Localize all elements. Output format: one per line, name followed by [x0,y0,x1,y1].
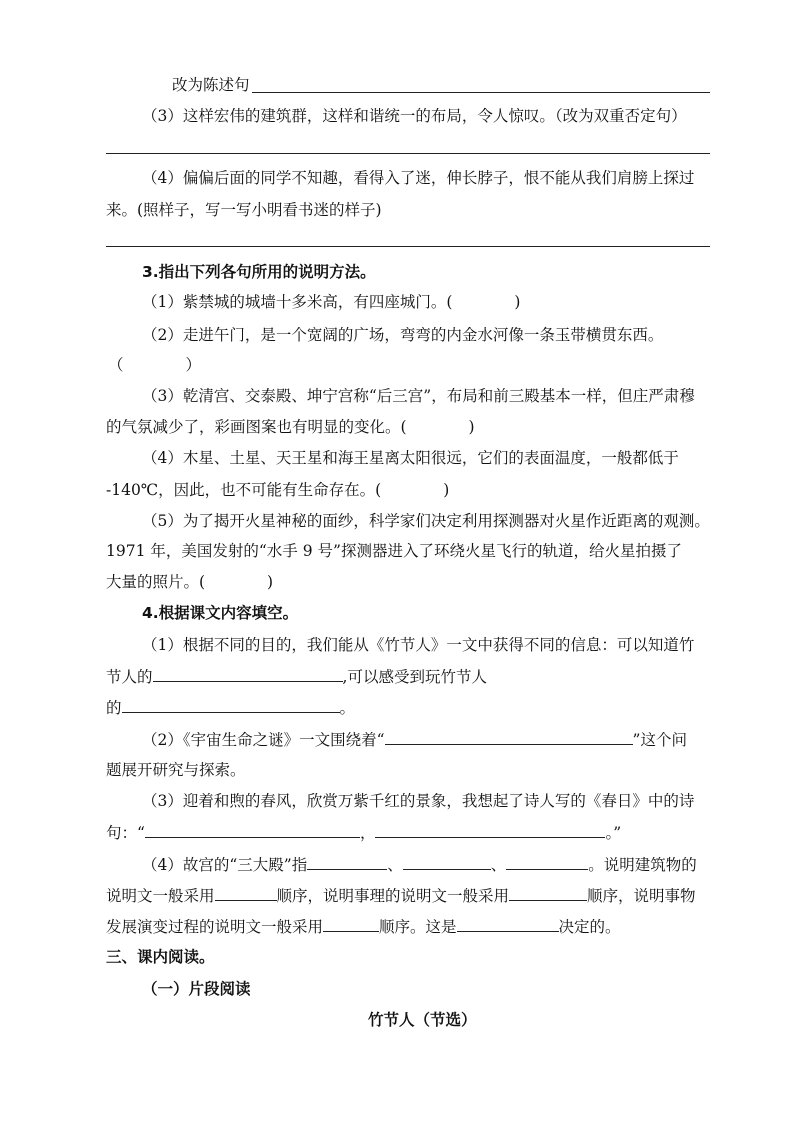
fill-blank[interactable] [403,853,491,870]
section-3-subheading: （一）片段阅读 [142,980,251,998]
q2-item-4-line2: 来。(照样子，写一写小明看书迷的样子) [106,201,382,219]
q4-item-1-line2: 节人的 ,可以感受到玩竹节人 [106,665,487,688]
fill-blank[interactable] [145,821,360,838]
q4-item-1-line3: 的 。 [106,696,355,719]
q3-item-5-line3: 大量的照片。( ) [106,573,274,591]
q2-item-3: （3）这样宏伟的建筑群，这样和谐统一的布局，令人惊叹。（改为双重否定句） [142,107,687,125]
fill-blank[interactable] [457,915,559,932]
passage-title: 竹节人（节选） [368,1011,477,1029]
answer-line[interactable] [252,92,710,93]
change-to-declarative-label: 改为陈述句 [172,76,250,94]
q3-item-5-line1: （5）为了揭开火星神秘的面纱，科学家们决定利用探测器对火星作近距离的观测。 [142,512,710,530]
fill-blank[interactable] [375,821,605,838]
q4-heading: 4.根据课文内容填空。 [142,604,299,622]
q4-item-2-line1: （2）《宇宙生命之谜》一文围绕着“ ”这个问 [142,728,687,751]
q3-item-4-line2: -140℃，因此，也不可能有生命存在。( ) [106,481,450,499]
q3-item-2-line1: （2）走进午门，是一个宽阔的广场，弯弯的内金水河像一条玉带横贯东西。 [142,326,664,344]
q3-item-3-line1: （3）乾清宫、交泰殿、坤宁宫称“后三宫”，布局和前三殿基本一样，但庄严肃穆 [142,387,695,405]
q4-item-2-line2: 题展开研究与探索。 [106,761,246,779]
fill-blank[interactable] [323,915,379,932]
q4-item-3-line1: （3）迎着和煦的春风，欣赏万紫千红的景象，我想起了诗人写的《春日》中的诗 [142,792,695,810]
q4-item-4-line1: （4）故宫的“三大殿”指 、 、 。说明建筑物的 [142,853,697,876]
q3-item-4-line1: （4）木星、土星、天王星和海王星离太阳很远，它们的表面温度，一般都低于 [142,449,679,467]
q4-item-1-line1: （1）根据不同的目的，我们能从《竹节人》一文中获得不同的信息：可以知道竹 [142,636,695,654]
q4-item-4-line3: 发展演变过程的说明文一般采用 顺序。这是 决定的。 [106,915,621,938]
fill-blank[interactable] [122,696,340,713]
q3-item-1: （1）紫禁城的城墙十多米高，有四座城门。( ) [142,293,521,311]
fill-blank[interactable] [307,853,387,870]
answer-line[interactable] [106,153,710,154]
q3-item-2-line2: （ ） [108,356,202,374]
section-3-heading: 三、课内阅读。 [106,948,215,966]
fill-blank[interactable] [153,665,343,682]
q3-item-5-line2: 1971 年，美国发射的“水手 9 号”探测器进入了环绕火星飞行的轨道，给火星拍摄了 [106,542,682,560]
fill-blank[interactable] [215,884,277,901]
q4-item-4-line2: 说明文一般采用 顺序，说明事理的说明文一般采用 顺序，说明事物 [106,884,696,907]
q4-item-3-line2: 句：“ ， 。” [106,821,621,844]
q3-heading: 3.指出下列各句所用的说明方法。 [142,263,376,281]
q2-item-4-line1: （4）偏偏后面的同学不知趣，看得入了迷，伸长脖子，恨不能从我们肩膀上探过 [142,169,695,187]
answer-line[interactable] [106,246,710,247]
fill-blank[interactable] [509,884,587,901]
fill-blank[interactable] [385,728,633,745]
fill-blank[interactable] [506,853,588,870]
q3-item-3-line2: 的气氛减少了，彩画图案也有明显的变化。( ) [106,418,475,436]
